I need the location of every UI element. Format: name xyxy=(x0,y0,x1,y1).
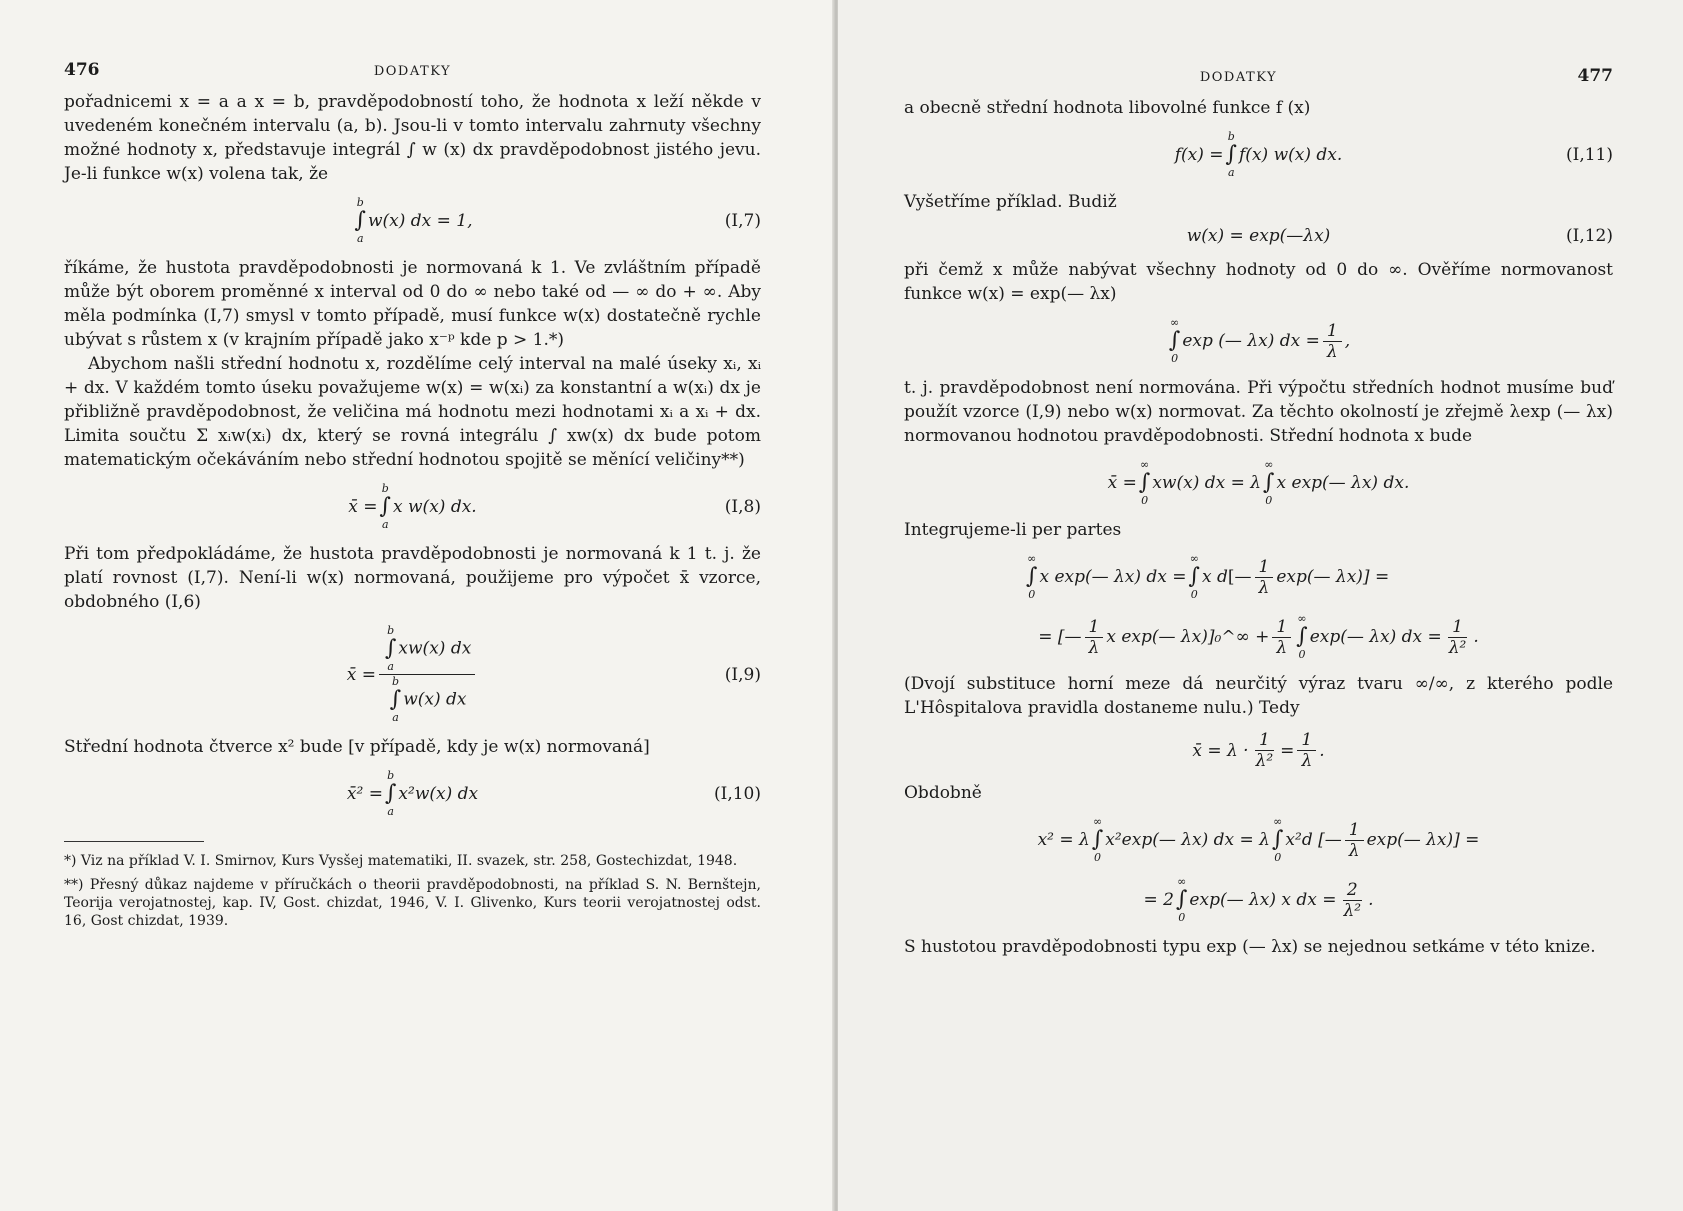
equation-I-9: x̄ = b ∫ a xw(x) dx b ∫ a w(x) dx (I,9) xyxy=(346,624,761,724)
left-paragraph-4: Při tom předpokládáme, že hustota pravděpodobnosti je normovaná k 1 t. j. že platí rovnost (I,7). Není-li w(x) normovaná, použijeme pro výpočet x̄ vzorce, obdobného (I,6) xyxy=(64,544,761,612)
right-paragraph-2: Vyšetříme příklad. Budiž xyxy=(904,192,1117,212)
fraction: $\frac{1}{\text{λ²}}$ xyxy=(1448,616,1467,658)
integral-sign: ∞ ∫ 0 xyxy=(1271,815,1284,864)
fraction: $\frac{1}{\lambda}$ xyxy=(1345,820,1364,861)
right-paragraph-7: Obdobně xyxy=(904,783,982,803)
equation-I-7: b ∫ a w(x) dx = 1, (I,7) xyxy=(354,196,761,245)
fraction: $\frac{1}{\lambda}$ xyxy=(1085,617,1104,658)
equation-label: (I,7) xyxy=(724,211,761,231)
right-page xyxy=(838,0,1683,1211)
equation-label: (I,11) xyxy=(1565,145,1613,165)
integral-sign: b ∫ a xyxy=(379,482,392,531)
equation-label: (I,8) xyxy=(724,497,761,517)
equation-label: (I,10) xyxy=(713,784,761,804)
equation-normalization: ∞ ∫ 0 exp (— λx) dx = $\frac{1}{\lambda}$ , xyxy=(1168,316,1351,365)
integral-sign: ∞ ∫ 0 xyxy=(1296,612,1308,661)
integral-sign: ∞ ∫ 0 xyxy=(1175,875,1188,924)
footnote-rule xyxy=(64,841,204,842)
fraction: $\frac{1}{\lambda}$ xyxy=(1255,557,1274,598)
integral-sign: ∞ ∫ 0 xyxy=(1026,552,1038,601)
equation-per-partes-2: = [— $\frac{1}{\lambda}$ x exp(— λx)]₀^∞ + $\frac{1}{\lambda}$ ∞ ∫ 0 exp(— λx) dx = $\frac{1}{\text{λ²}}$ . xyxy=(1038,612,1479,661)
fraction: $\frac{1}{\lambda}$ xyxy=(1272,617,1291,658)
integral-sign: b ∫ a xyxy=(1225,130,1238,179)
equation-mean: x̄ = ∞ ∫ 0 xw(x) dx = λ ∞ ∫ 0 x exp(— λx) dx. xyxy=(1107,458,1410,507)
equation-label: (I,9) xyxy=(724,664,761,685)
integral-sign: ∞ ∫ 0 xyxy=(1138,458,1151,507)
integral-sign: ∞ ∫ 0 xyxy=(1091,815,1104,864)
equation-I-12: w(x) = exp(—λx) (I,12) xyxy=(1186,226,1613,246)
integral-sign: b ∫ a xyxy=(384,769,397,818)
fraction: $\frac{2}{\text{λ²}}$ xyxy=(1343,879,1362,921)
left-paragraph-5: Střední hodnota čtverce x² bude [v případě, kdy je w(x) normovaná] xyxy=(64,737,650,757)
right-paragraph-4: t. j. pravděpodobnost není normována. Při výpočtu středních hodnot musíme buď použít vzorce (I,9) nebo w(x) normovat. Za těchto okolností je zřejmě λexp (— λx) normovanou hodnotou pravděpodobnosti. Střední hodnota x bude xyxy=(904,378,1613,446)
left-page xyxy=(0,0,835,1211)
equation-I-10: x̄² = b ∫ a x²w(x) dx (I,10) xyxy=(346,769,761,818)
footnote-1: *) Viz na příklad V. I. Smirnov, Kurs Vysšej matematiki, II. svazek, str. 258, Gostechizdat, 1948. xyxy=(64,853,738,869)
right-paragraph-6: (Dvojí substituce horní meze dá neurčitý výraz tvaru ∞/∞, z kterého podle L'Hôspitalova pravidla dostaneme nulu.) Tedy xyxy=(904,674,1613,718)
right-page-number: 477 xyxy=(1577,66,1613,86)
fraction: $\frac{1}{\lambda}$ xyxy=(1297,730,1316,771)
footnote-2: **) Přesný důkaz najdeme v příručkách o theorii pravděpodobnosti, na příklad S. N. Bernštejn, Teorija verojatnostej, kap. IV, Gost. chizdat, 1946, V. I. Glivenko, Kurs teorii verojatnostej odst. 16, Gost chizdat, 1939. xyxy=(64,877,761,929)
right-paragraph-8: S hustotou pravděpodobnosti typu exp (— λx) se nejednou setkáme v této knize. xyxy=(904,937,1596,957)
left-paragraph-2: říkáme, že hustota pravděpodobnosti je normovaná k 1. Ve zvláštním případě může být oborem proměnné x interval od 0 do ∞ nebo také od — ∞ do + ∞. Aby měla podmínka (I,7) smysl v tomto případě, musí funkce w(x) dostatečně rychle ubývat s růstem x (v krajním případě jako x⁻ᵖ kde p > 1.*) xyxy=(64,258,761,350)
left-running-head: DODATKY xyxy=(373,64,452,79)
fraction: $\frac{1}{\lambda}$ xyxy=(1323,321,1342,362)
fraction: $\frac{1}{\text{λ²}}$ xyxy=(1255,730,1274,771)
equation-tedy: x̄ = λ · $\frac{1}{\text{λ²}}$ = $\frac{1}{\lambda}$ . xyxy=(1192,730,1325,771)
equation-I-8: x̄ = b ∫ a x w(x) dx. (I,8) xyxy=(348,482,761,531)
left-paragraph-3: Abychom našli střední hodnotu x, rozdělíme celý interval na malé úseky xᵢ, xᵢ + dx. V každém tomto úseku považujeme w(x) = w(xᵢ) za konstantní a w(xᵢ) dx je přibližně pravděpodobnost, že veličina má hodnotu mezi hodnotami xᵢ a xᵢ + dx. Limita součtu Σ xᵢw(xᵢ) dx, který se rovná integrálu ∫ xw(x) dx bude potom matematickým očekáváním nebo střední hodnotou spojitě se měnící veličiny**) xyxy=(64,354,761,470)
equation-obdobne-1: x² = λ ∞ ∫ 0 x²exp(— λx) dx = λ ∞ ∫ 0 x²d [— $\frac{1}{\lambda}$ exp(— λx)] = xyxy=(1037,815,1480,864)
right-running-head: DODATKY xyxy=(1199,70,1278,85)
integral-sign: b ∫ a xyxy=(354,196,366,245)
equation-per-partes-1: ∞ ∫ 0 x exp(— λx) dx = ∞ ∫ 0 x d [— $\frac{1}{\lambda}$ exp(— λx)] = xyxy=(1026,552,1390,601)
fraction: b ∫ a xw(x) dx b ∫ a w(x) dx xyxy=(379,624,475,725)
equation-I-11: f(x) = b ∫ a f(x) w(x) dx. (I,11) xyxy=(1174,130,1613,179)
right-paragraph-1: a obecně střední hodnota libovolné funkce f (x) xyxy=(904,98,1311,118)
equation-obdobne-2: = 2 ∞ ∫ 0 exp(— λx) x dx = $\frac{2}{\text{λ²}}$ . xyxy=(1143,875,1374,924)
right-paragraph-3: při čemž x může nabývat všechny hodnoty od 0 do ∞. Ověříme normovanost funkce w(x) = exp(— λx) xyxy=(904,260,1613,304)
equation-label: (I,12) xyxy=(1565,226,1613,246)
integral-sign: ∞ ∫ 0 xyxy=(1188,552,1201,601)
integral-sign: ∞ ∫ 0 xyxy=(1263,458,1275,507)
left-paragraph-1: pořadnicemi x = a a x = b, pravděpodobností toho, že hodnota x leží někde v uvedeném konečném intervalu (a, b). Jsou-li v tomto intervalu zahrnuty všechny možné hodnoty x, představuje integrál ∫ w (x) dx pravděpodobnost jistého jevu. Je-li funkce w(x) volena tak, že xyxy=(64,92,761,184)
right-page-header xyxy=(904,64,1613,90)
left-page-number: 476 xyxy=(64,60,100,80)
right-paragraph-5: Integrujeme-li per partes xyxy=(904,520,1122,540)
integral-sign: ∞ ∫ 0 xyxy=(1168,316,1181,365)
left-page-header xyxy=(64,58,761,84)
